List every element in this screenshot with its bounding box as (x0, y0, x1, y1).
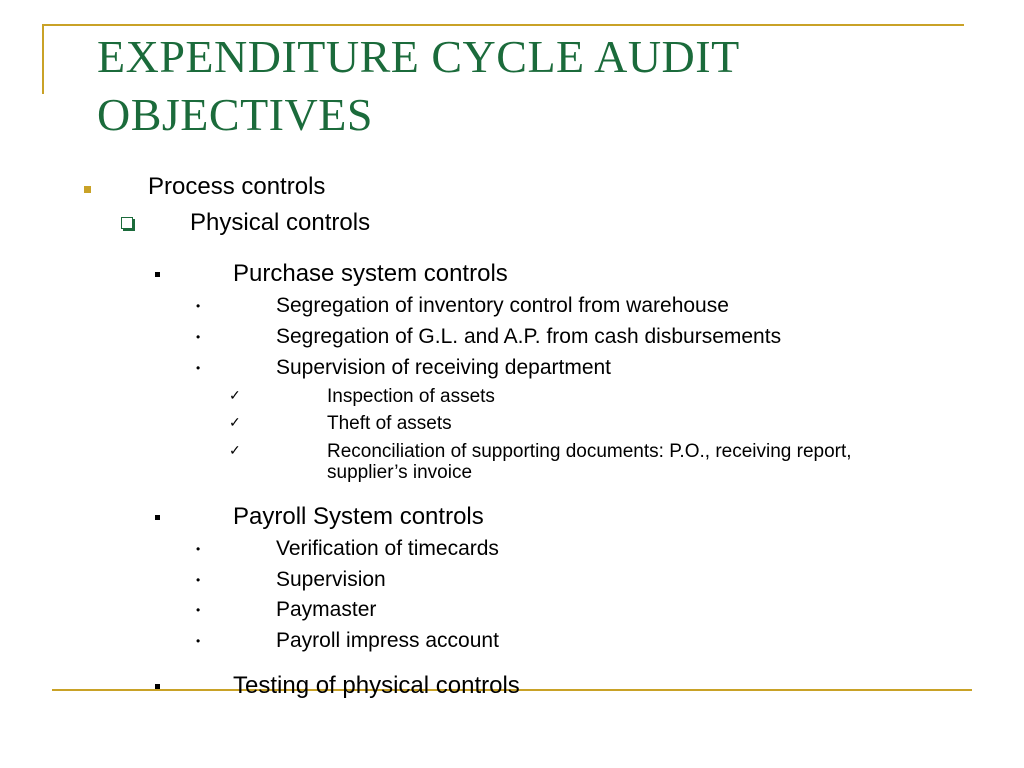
outline-label: Theft of assets (327, 413, 452, 434)
dot-bullet-icon: • (196, 542, 201, 556)
dot-bullet-icon: • (196, 573, 201, 587)
check-icon: ✓ (229, 414, 241, 430)
outline-label: Testing of physical controls (233, 672, 520, 699)
shadow-box-bullet-icon (121, 217, 133, 229)
top-rule (42, 24, 964, 26)
small-square-bullet-icon (155, 515, 160, 520)
dot-bullet-icon: • (196, 603, 201, 617)
dot-bullet-icon: • (196, 634, 201, 648)
outline-label: Payroll impress account (276, 629, 499, 652)
dot-bullet-icon: • (196, 330, 201, 344)
dot-bullet-icon: • (196, 361, 201, 375)
outline-label: Purchase system controls (233, 260, 508, 287)
small-square-bullet-icon (155, 684, 160, 689)
small-square-bullet-icon (155, 272, 160, 277)
outline-label: Payroll System controls (233, 503, 484, 530)
outline-label: Physical controls (190, 209, 371, 236)
square-bullet-icon (84, 186, 91, 193)
outline-label: Verification of timecards (276, 537, 499, 560)
outline-label: Inspection of assets (327, 386, 495, 407)
outline-label: Segregation of G.L. and A.P. from cash disbursements (276, 325, 782, 348)
outline-label: Paymaster (276, 598, 377, 621)
left-rule (42, 24, 44, 94)
slide-title: EXPENDITURE CYCLE AUDIT OBJECTIVES (97, 31, 739, 140)
outline-label: Reconciliation of supporting documents: P.O., receiving report, supplier’s invoice (327, 441, 852, 483)
outline-label: Supervision of receiving department (276, 356, 612, 379)
outline-label: Supervision (276, 568, 386, 591)
dot-bullet-icon: • (196, 299, 201, 313)
check-icon: ✓ (229, 387, 241, 403)
outline-label: Process controls (148, 173, 326, 200)
outline-label: Segregation of inventory control from warehouse (276, 294, 729, 317)
check-icon: ✓ (229, 442, 241, 458)
